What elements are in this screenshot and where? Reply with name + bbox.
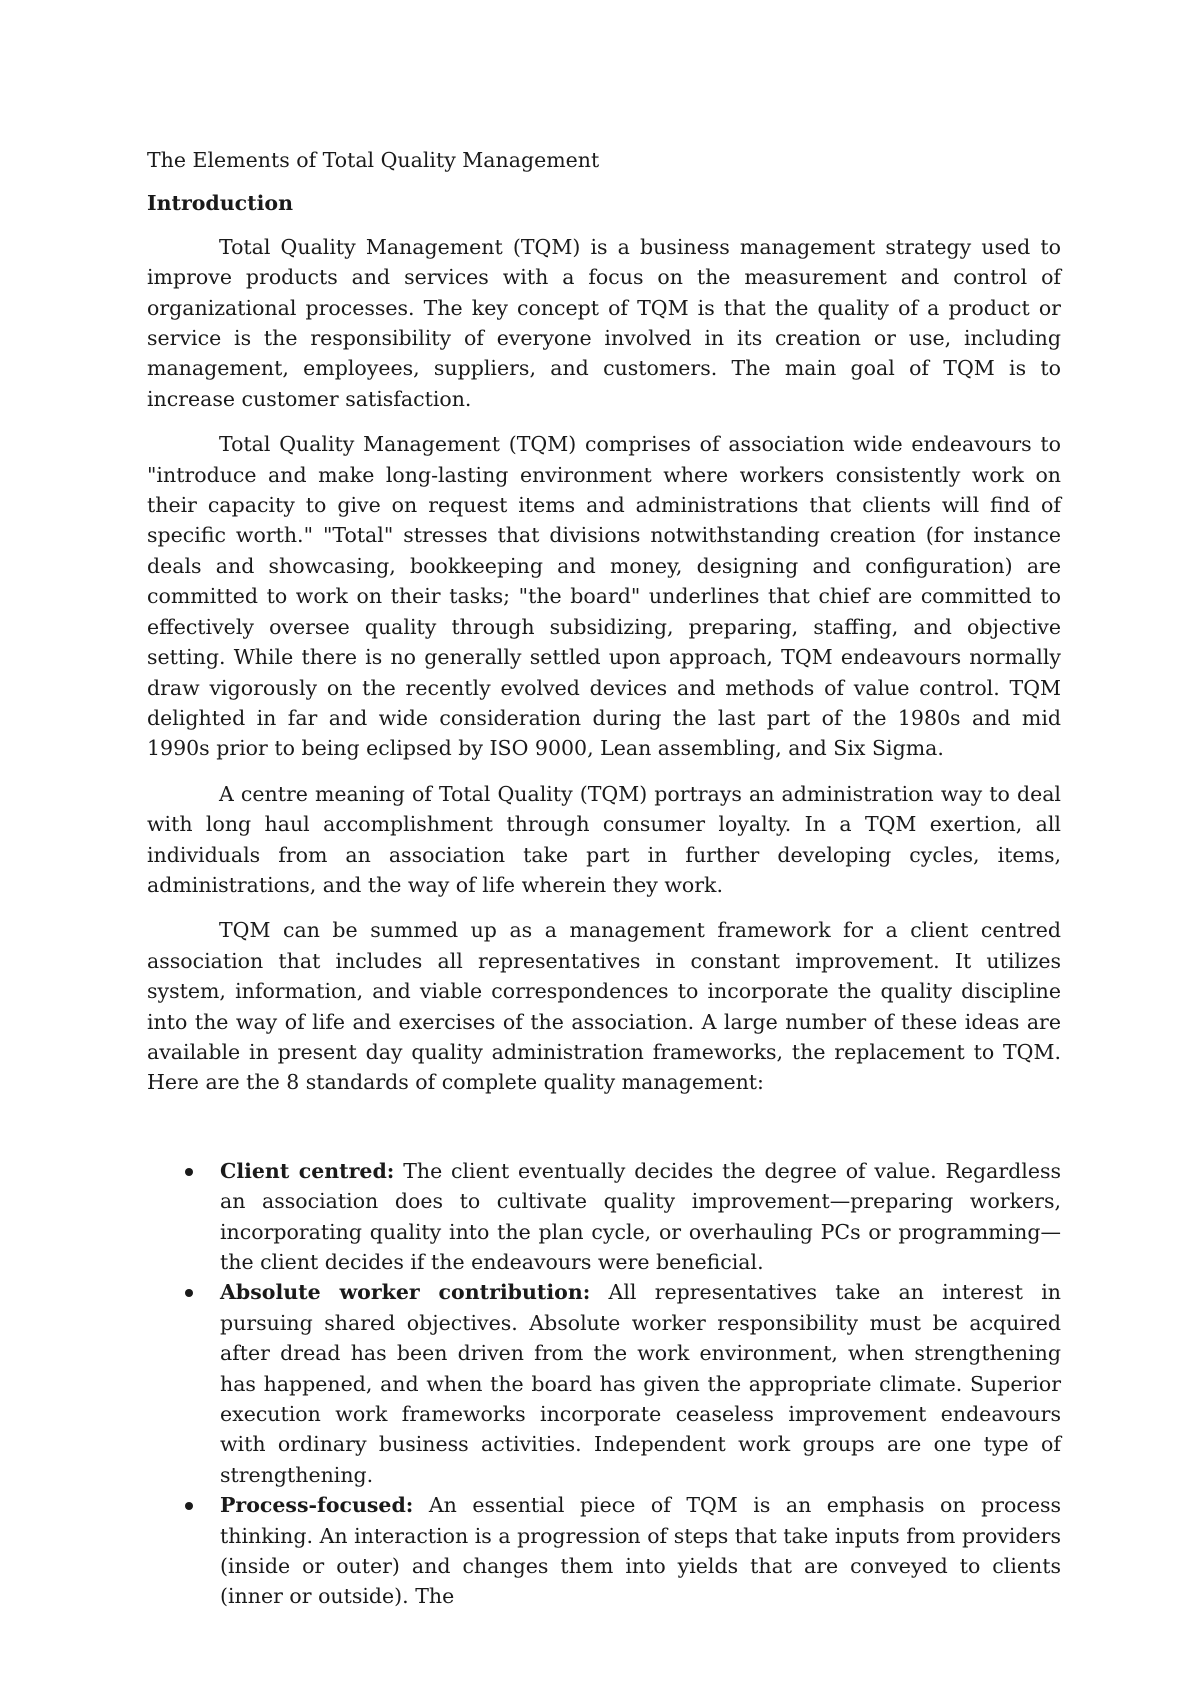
- section-heading-introduction: Introduction: [147, 191, 293, 216]
- document-title: The Elements of Total Quality Management: [147, 148, 600, 172]
- list-item-text: All representatives take an interest in pursuing shared objectives. Absolute worker responsibility must be acquired after dread has been driven from the work environment, when strengthening has happened, and when the board has given the appropriate climate. Superior execution work frameworks incorporate ceaseless improvement endeavours with ordinary business activities. Independent work groups are one type of strengthening.: [220, 1280, 1061, 1487]
- list-item-text: An essential piece of TQM is an emphasis on process thinking. An interaction is a progression of steps that take inputs from providers (inside or outer) and changes them into yields that are conveyed to clients (inner or outside). The: [220, 1493, 1061, 1609]
- document-body: [147, 145, 1061, 1612]
- principles-list: [147, 1156, 1061, 1612]
- list-item-process-focused: [147, 1490, 1061, 1612]
- paragraph-2: Total Quality Management (TQM) comprises of association wide endeavours to "introduce and make long-lasting environment where workers consistently work on their capacity to give on request items and administrations that clients will find of specific worth." "Total" stresses that divisions notwithstanding creation (for instance deals and showcasing, bookkeeping and money, designing and configuration) are committed to work on their tasks; "the board" underlines that chief are committed to effectively oversee quality through subsidizing, preparing, staffing, and objective setting. While there is no generally settled upon approach, TQM endeavours normally draw vigorously on the recently evolved devices and methods of value control. TQM delighted in far and wide consideration during the last part of the 1980s and mid 1990s prior to being eclipsed by ISO 9000, Lean assembling, and Six Sigma.: [147, 432, 1061, 761]
- bullet-icon: [185, 1168, 193, 1176]
- list-item-absolute-worker-contribution: [147, 1277, 1061, 1490]
- paragraph-3: A centre meaning of Total Quality (TQM) portrays an administration way to deal with long haul accomplishment through consumer loyalty. In a TQM exertion, all individuals from an association take part in further developing cycles, items, administrations, and the way of life wherein they work.: [147, 781, 1061, 897]
- bullet-icon: [185, 1289, 193, 1297]
- list-item-term: Process-focused:: [220, 1493, 414, 1518]
- paragraph-4: TQM can be summed up as a management framework for a client centred association that includes all representatives in constant improvement. It utilizes system, information, and viable correspondences to incorporate the quality discipline into the way of life and exercises of the association. A large number of these ideas are available in present day quality administration frameworks, the replacement to TQM. Here are the 8 standards of complete quality management:: [147, 918, 1061, 1095]
- bullet-icon: [185, 1502, 193, 1510]
- list-item-text: The client eventually decides the degree of value. Regardless an association does to cultivate quality improvement—preparing workers, incorporating quality into the plan cycle, or overhauling PCs or programming—the client decides if the endeavours were beneficial.: [220, 1158, 1062, 1274]
- list-item-term: Client centred:: [220, 1158, 395, 1183]
- paragraph-1: Total Quality Management (TQM) is a business management strategy used to improve products and services with a focus on the measurement and control of organizational processes. The key concept of TQM is that the quality of a product or service is the responsibility of everyone involved in its creation or use, including management, employees, suppliers, and customers. The main goal of TQM is to increase customer satisfaction.: [147, 234, 1061, 411]
- list-item-term: Absolute worker contribution:: [220, 1280, 591, 1305]
- list-item-client-centred: [147, 1156, 1061, 1278]
